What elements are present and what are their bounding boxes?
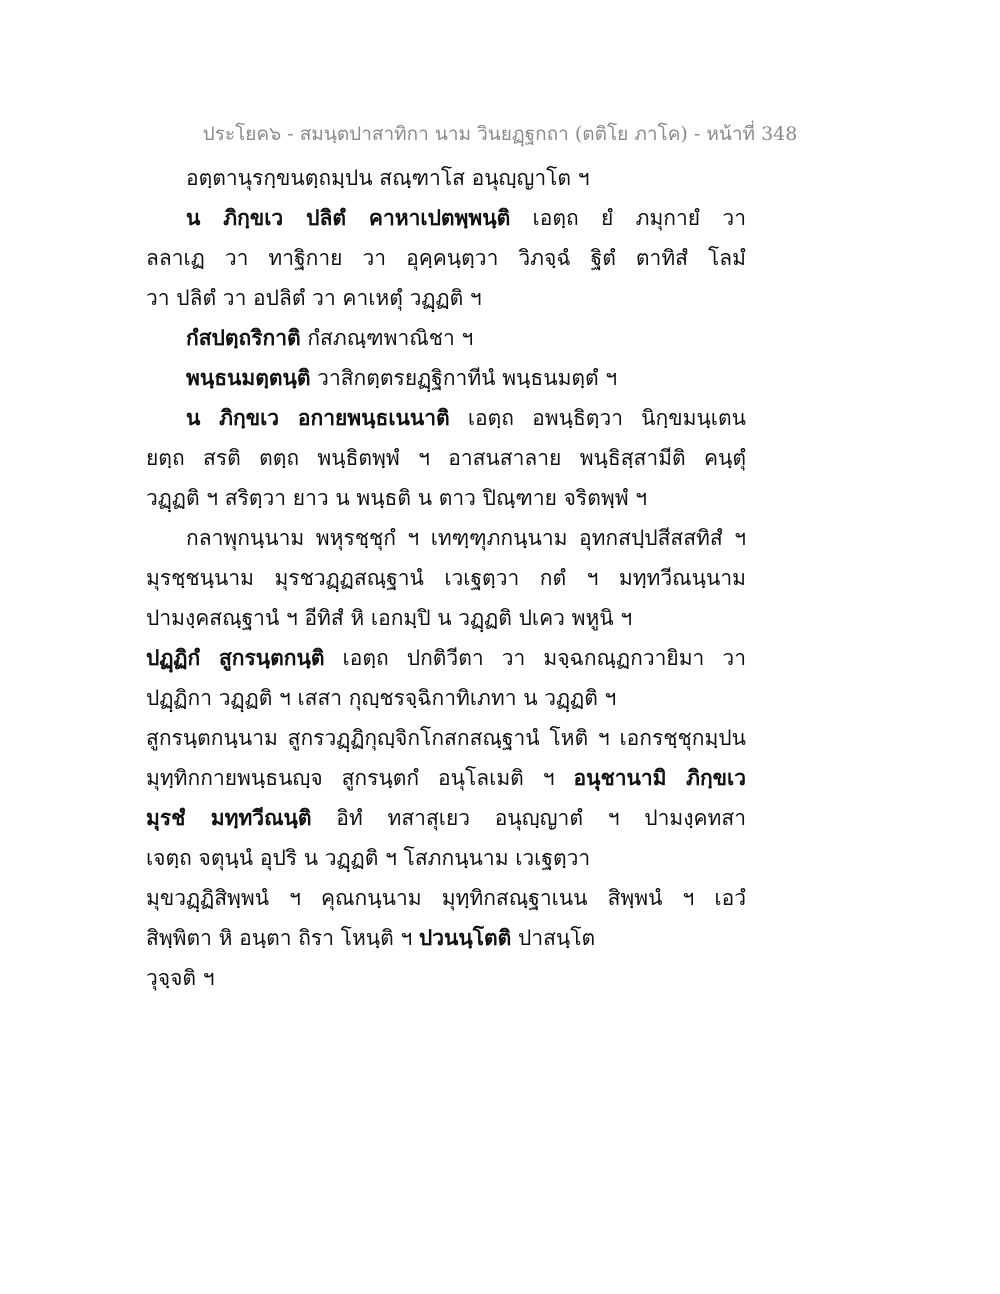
text-line-21: วุจฺจติ ฯ <box>146 966 215 990</box>
text-line-17: มุรชํ มทฺทวีณนฺติ อิทํ ทสาสุเยว อนุญฺญาตํ ฯ ปามงฺคทสา <box>146 805 746 830</box>
text-line-6: พนฺธนมตฺตนฺติ วาสิกตฺตรยฏฺฐิกาทีนํ พนฺธนมตฺตํ ฯ <box>186 365 618 390</box>
text-line-9: วฏฺฏติ ฯ สริตฺวา ยาว น พนฺธติ น ตาว ปิณฺฑาย จริตพฺพํ ฯ <box>146 486 648 510</box>
text-line-5: กํสปตฺถริกาติ กํสภณฺฑพาณิชา ฯ <box>186 325 474 350</box>
text-line-12: ปามงฺคสณฺฐานํ ฯ อีทิสํ หิ เอกมฺปิ น วฏฺฏติ ปเคว พหูนิ ฯ <box>146 606 633 630</box>
text-line-8: ยตฺถ สรติ ตตฺถ พนฺธิตพฺพํ ฯ อาสนสาลาย พนฺธิสฺสามีติ คนฺตุํ <box>146 446 746 470</box>
text-line-19: มุขวฏฺฏิสิพฺพนํ ฯ คุณกนฺนาม มุทฺทิกสณฺฐาเนน สิพฺพนํ ฯ เอวํ <box>146 886 746 910</box>
text-line-10: กลาพุกนฺนาม พหุรชฺชุกํ ฯ เทฑฺฑุภกนฺนาม อุทกสปฺปสีสสทิสํ ฯ <box>186 526 746 550</box>
text-line-15: สูกรนฺตกนฺนาม สูกรวฏฺฏิกุญฺจิกโกสกสณฺฐานํ โหติ ฯ เอกรชฺชุกมฺปน <box>146 726 746 750</box>
text-line-7: น ภิกฺขเว อกายพนฺธเนนาติ เอตฺถ อพนฺธิตฺวา นิกฺขมนฺเตน <box>186 405 746 430</box>
text-line-2: น ภิกฺขเว ปลิตํ คาหาเปตพฺพนฺติ เอตฺถ ยํ ภมุกายํ วา <box>186 205 746 230</box>
text-line-18: เจตฺถ จตุนฺนํ อุปริ น วฏฺฏติ ฯ โสภกนฺนาม เวเฐตฺวา <box>146 846 591 870</box>
text-line-4: วา ปลิตํ วา อปลิตํ วา คาเหตุํ วฏฺฏติ ฯ <box>146 286 482 310</box>
body-text <box>146 158 746 998</box>
text-line-16: มุทฺทิกกายพนฺธนญฺจ สูกรนฺตกํ อนุโลเมติ ฯ อนุชานามิ ภิกฺขเว <box>146 765 746 790</box>
text-line-11: มุรชฺชนฺนาม มุรชวฏฺฏสณฺฐานํ เวเฐตฺวา กตํ ฯ มทฺทวีณนฺนาม <box>146 566 746 590</box>
text-line-1: อตฺตานุรกฺขนตฺถมฺปน สณฺฑาโส อนุญฺญาโต ฯ <box>186 166 590 190</box>
text-line-3: ลลาเฏ วา ทาฐิกาย วา อุคฺคนฺตฺวา วิภจฺฉํ ฐิตํ ตาทิสํ โลมํ <box>146 246 746 270</box>
text-line-13: ปฏฺฏิกํ สูกรนฺตกนฺติ เอตฺถ ปกติวีตา วา มจฺฉกณฺฏกวายิมา วา <box>146 645 746 670</box>
text-line-14: ปฏฺฏิกา วฏฺฏติ ฯ เสสา กุญฺชรจฺฉิกาทิเภทา น วฏฺฏติ ฯ <box>146 686 617 710</box>
page-header: ประโยค๖ - สมนฺตปาสาทิกา นาม วินยฏฺฐกถา (ตติโย ภาโค) - หน้าที่ 348 <box>202 123 798 145</box>
text-line-20: สิพฺพิตา หิ อนฺตา ถิรา โหนฺติ ฯ ปวนนฺโตติ ปาสนฺโต <box>146 925 596 950</box>
